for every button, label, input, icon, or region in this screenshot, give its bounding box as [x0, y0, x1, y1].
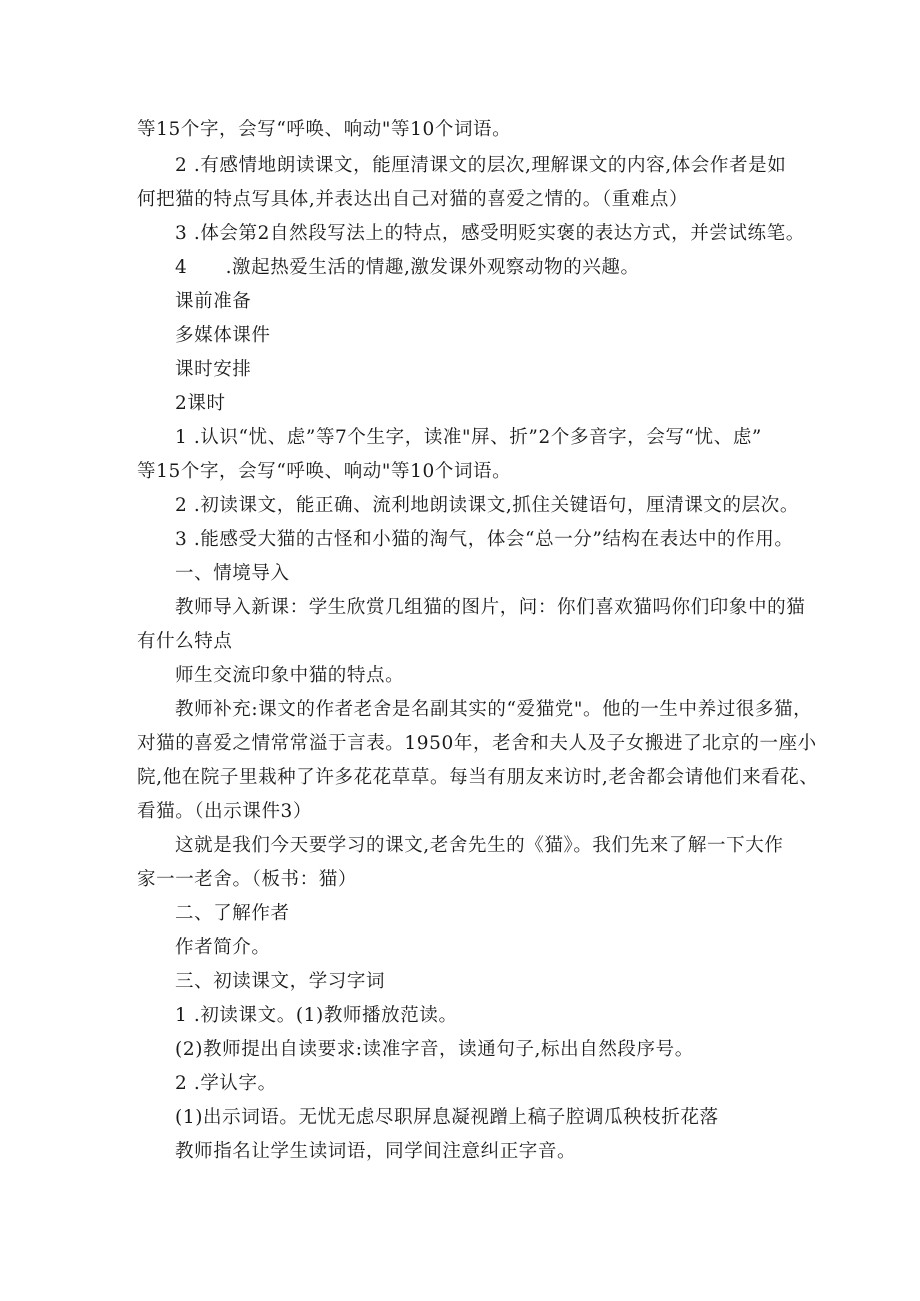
text-line: 教师指名让学生读词语，同学间注意纠正字音。 [175, 1141, 577, 1162]
text-line: 家一一老舍。（板书：猫） [137, 869, 357, 890]
section-heading: 课前准备 [175, 291, 252, 312]
text-line: 等15个字，会写“呼唤、响动"等10个词语。 [137, 461, 512, 482]
text-line: 何把猫的特点写具体,并表达出自己对猫的喜爱之情的。（重难点） [137, 189, 689, 210]
text-line: 2 .初读课文，能正确、流利地朗读课文,抓住关键语句，厘清课文的层次。 [175, 495, 799, 516]
text-line: 师生交流印象中猫的特点。 [175, 665, 405, 686]
text-line: 教师补充:课文的作者老舍是名副其实的“爱猫党"。他的一生中养过很多猫， [175, 699, 813, 720]
text-line: 看猫。（出示课件3） [137, 801, 313, 822]
text-line: 多媒体课件 [175, 325, 271, 346]
text-line: 作者简介。 [175, 937, 271, 958]
text-line: 3 .能感受大猫的古怪和小猫的淘气，体会“总一分”结构在表达中的作用。 [175, 529, 794, 550]
section-heading: 三、初读课文，学习字词 [175, 971, 386, 992]
text-line: 有什么特点 [137, 631, 233, 652]
text-line: 院,他在院子里栽种了许多花花草草。每当有朋友来访时,老舍都会请他们来看花、 [137, 767, 819, 788]
text-line: 等15个字，会写“呼唤、响动"等10个词语。 [137, 119, 512, 140]
text-line: (2)教师提出自读要求:读准字音，读通句子,标出自然段序号。 [175, 1039, 694, 1060]
text-line: 2 .有感情地朗读课文，能厘清课文的层次,理解课文的内容,体会作者是如 [175, 155, 787, 176]
text-line: 教师导入新课：学生欣赏几组猫的图片，问：你们喜欢猫吗你们印象中的猫 [175, 597, 806, 618]
text-line: 对猫的喜爱之情常常溢于言表。1950年，老舍和夫人及子女搬进了北京的一座小 [137, 733, 817, 754]
section-heading: 一、情境导入 [175, 563, 290, 584]
text-line: 1 .认识“忧、虑”等7个生字，读准"屏、折”2个多音字，会写“忧、虑” [175, 427, 762, 448]
text-line: 2 .学认字。 [175, 1073, 277, 1094]
text-line: 这就是我们今天要学习的课文,老舍先生的《猫》。我们先来了解一下大作 [175, 835, 784, 856]
text-line: 3 .体会第2自然段写法上的特点，感受明贬实褒的表达方式，并尝试练笔。 [175, 223, 805, 244]
text-line: 4 .激起热爱生活的情趣,激发课外观察动物的兴趣。 [175, 257, 640, 278]
text-line: (1)出示词语。无忧无虑尽职屏息凝视蹭上稿子腔调瓜秧枝折花落 [175, 1107, 719, 1128]
section-heading: 二、了解作者 [175, 903, 290, 924]
text-line: 1 .初读课文。(1)教师播放范读。 [175, 1005, 458, 1026]
text-line: 2课时 [175, 393, 226, 414]
section-heading: 课时安排 [175, 359, 252, 380]
